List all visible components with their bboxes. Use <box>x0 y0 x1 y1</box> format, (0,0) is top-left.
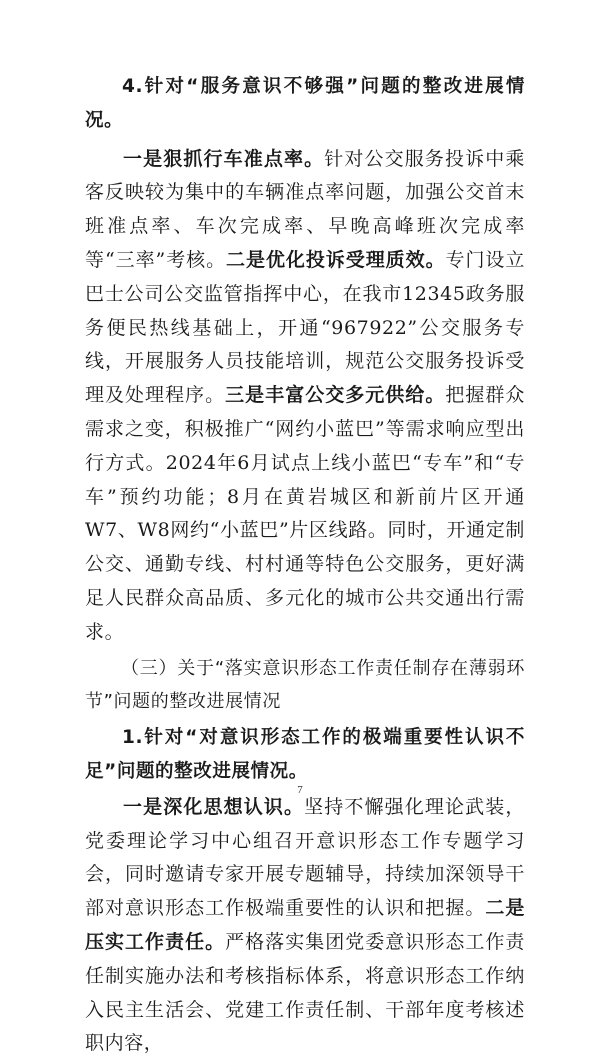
section-heading-ideology-importance: 1.针对“对意识形态工作的极端重要性认识不足”问题的整改进展情况。 <box>85 727 525 782</box>
lead-complaint-handling: 二是优化投诉受理质效。 <box>226 248 446 271</box>
document-page <box>85 70 525 1061</box>
lead-deepen-understanding: 一是深化思想认识。 <box>123 795 305 818</box>
text-consolidate-responsibility: 严格落实集团党委意识形态工作责任制实施办法和考核指标体系，将意识形态工作纳入民主生活会、党建工作责任制、干部年度考核述职内容， <box>85 930 525 1055</box>
text-diverse-supply: 把握群众需求之变，积极推广“网约小蓝巴”等需求响应型出行方式。2024年6月试点上线小蓝巴“专车”和“专车”预约功能；8月在黄岩城区和新前片区开通W7、W8网约“小蓝巴”片区线路。同时，开通定制公交、通勤专线、村村通等特色公交服务，更好满足人民群众高品质、多元化的城市公共交通出行需求。 <box>85 384 525 643</box>
lead-diverse-supply: 三是丰富公交多元供给。 <box>225 384 446 407</box>
section-heading-service-awareness: 4.针对“服务意识不够强”问题的整改进展情况。 <box>85 76 525 131</box>
paragraph-service-measures <box>85 143 525 650</box>
paragraph-ideology-measures <box>85 791 525 1061</box>
text-complaint-handling: 专门设立巴士公司公交监管指挥中心，在我市12345政务服务便民热线基础上，开通“967922”公交服务专线，开展服务人员技能培训，规范公交服务投诉受理及处理程序。 <box>85 248 525 407</box>
page-number: 7 <box>297 784 303 796</box>
text-punctuality: 针对公交服务投诉中乘客反映较为集中的车辆准点率问题，加强公交首末班准点率、车次完成率、早晚高峰班次完成率等“三率”考核。 <box>85 147 525 271</box>
section-title-ideology-responsibility: （三）关于“落实意识形态工作责任制存在薄弱环节”问题的整改进展情况 <box>85 657 525 713</box>
lead-consolidate-responsibility: 二是压实工作责任。 <box>85 897 525 953</box>
text-deepen-understanding: 坚持不懈强化理论武装，党委理论学习中心组召开意识形态工作专题学习会，同时邀请专家开展专题辅导，持续加深领导干部对意识形态工作极端重要性的认识和把握。 <box>85 795 525 920</box>
lead-punctuality: 一是狠抓行车准点率。 <box>123 147 325 170</box>
